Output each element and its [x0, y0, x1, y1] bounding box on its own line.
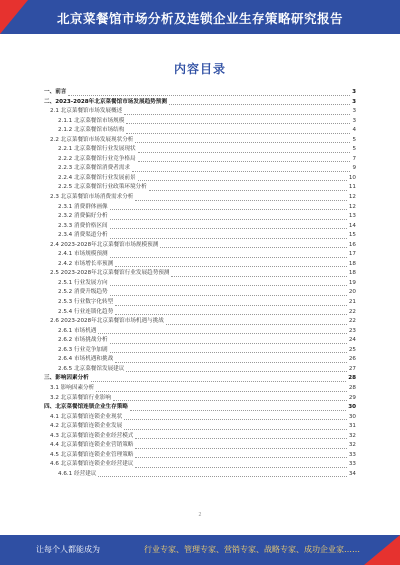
- toc-entry-title: 2.2.3 北京菜餐馆消费者需求: [58, 165, 130, 172]
- toc-entry-page: 21: [348, 299, 356, 306]
- toc-entry-title: 2.3.2 消费偏好分析: [58, 213, 108, 220]
- toc-entry-title: 四、北京菜餐馆连锁企业生存策略: [44, 404, 128, 411]
- toc-entry-title: 2.5.4 行业连锁化趋势: [58, 308, 114, 315]
- toc-entry-page: 5: [352, 136, 356, 143]
- footer-banner: [0, 535, 400, 565]
- toc-leader-dots: [138, 180, 347, 181]
- toc-entry[interactable]: [44, 260, 356, 270]
- toc-entry-title: 4.3 北京菜餐馆连锁企业经营模式: [50, 432, 134, 439]
- toc-leader-dots: [135, 457, 346, 458]
- toc-entry-title: 2.4.1 市场规模预测: [58, 251, 108, 258]
- toc-entry-title: 4.4 北京菜餐馆连锁企业营销策略: [50, 442, 134, 449]
- toc-entry-page: 28: [348, 375, 356, 382]
- toc-entry[interactable]: [44, 365, 356, 375]
- toc-entry-page: 30: [348, 413, 356, 420]
- toc-leader-dots: [115, 362, 347, 363]
- toc-leader-dots: [98, 476, 346, 477]
- toc-entry-page: 33: [348, 461, 356, 468]
- toc-entry[interactable]: [44, 88, 356, 98]
- toc-entry-page: 3: [352, 98, 356, 105]
- toc-entry-page: 32: [348, 432, 356, 439]
- toc-entry[interactable]: [44, 394, 356, 404]
- toc-entry[interactable]: [44, 422, 356, 432]
- toc-entry-page: 12: [348, 203, 356, 210]
- toc-entry-title: 2.6 2023-2028年北京菜餐馆市场机遇与挑战: [50, 318, 164, 325]
- toc-entry[interactable]: [44, 432, 356, 442]
- footer-accent-shape: [364, 535, 400, 565]
- toc-leader-dots: [138, 152, 351, 153]
- toc-entry-title: 2.6.1 市场机遇: [58, 327, 97, 334]
- toc-leader-dots: [96, 391, 347, 392]
- toc-entry[interactable]: [44, 288, 356, 298]
- toc-entry-page: 3: [352, 117, 356, 124]
- toc-entry-page: 29: [348, 394, 356, 401]
- toc-entry-page: 4: [352, 127, 356, 134]
- toc-entry-title: 2.1.1 北京菜餐馆市场规模: [58, 117, 125, 124]
- toc-entry-title: 2.5 2023-2028年北京菜餐馆行业发展趋势预测: [50, 270, 170, 277]
- toc-leader-dots: [115, 314, 347, 315]
- toc-entry[interactable]: [44, 384, 356, 394]
- toc-entry-title: 2.6.3 行业竞争加剧: [58, 346, 108, 353]
- toc-entry[interactable]: [44, 212, 356, 222]
- toc-entry-page: 25: [348, 346, 356, 353]
- toc-entry-page: 10: [348, 174, 356, 181]
- toc-entry[interactable]: [44, 441, 356, 451]
- toc-entry-title: 一、前言: [44, 89, 67, 95]
- toc-entry[interactable]: [44, 231, 356, 241]
- toc-entry[interactable]: [44, 336, 356, 346]
- toc-entry-title: 2.3.1 消费群体画像: [58, 203, 108, 210]
- toc-entry-title: 2.6.5 北京菜餐馆发展建议: [58, 365, 125, 372]
- toc-entry-page: 17: [348, 251, 356, 258]
- toc-entry[interactable]: [44, 164, 356, 174]
- toc-leader-dots: [171, 276, 346, 277]
- toc-entry[interactable]: [44, 355, 356, 365]
- toc-entry[interactable]: [44, 136, 356, 146]
- toc-entry-title: 2.3.3 消费价格区间: [58, 222, 108, 229]
- toc-entry-page: 20: [348, 289, 356, 296]
- toc-leader-dots: [110, 219, 347, 220]
- toc-leader-dots: [110, 343, 347, 344]
- toc-entry-title: 三、影响因素分析: [44, 375, 89, 382]
- toc-entry-page: 14: [348, 222, 356, 229]
- toc-entry-title: 2.4 2023-2028年北京菜餐馆市场规模预测: [50, 241, 159, 248]
- toc-entry-page: 33: [348, 451, 356, 458]
- toc-entry-page: 27: [348, 365, 356, 372]
- toc-entry-title: 4.6 北京菜餐馆连锁企业经营建议: [50, 461, 134, 468]
- header-banner: [0, 0, 400, 34]
- toc-entry-title: 3.2 北京菜餐馆行业影响: [50, 394, 112, 401]
- toc-leader-dots: [110, 295, 347, 296]
- toc-entry-title: 4.6.1 经营建议: [58, 470, 97, 477]
- footer-slogan: 让每个人都能成为: [36, 545, 100, 554]
- toc-entry-page: 18: [348, 260, 356, 267]
- toc-entry[interactable]: [44, 346, 356, 356]
- toc-entry-title: 2.6.4 市场机遇和挑战: [58, 356, 114, 363]
- toc-leader-dots: [124, 429, 347, 430]
- toc-entry-page: 11: [348, 184, 356, 191]
- toc-entry-page: 34: [348, 470, 356, 477]
- toc-entry-title: 2.2.1 北京菜餐馆行业发展现状: [58, 146, 136, 153]
- toc-entry[interactable]: [44, 460, 356, 470]
- toc-leader-dots: [98, 333, 346, 334]
- toc-entry[interactable]: [44, 98, 356, 108]
- toc-entry[interactable]: [44, 183, 356, 193]
- table-of-contents: [44, 88, 356, 513]
- toc-leader-dots: [110, 238, 347, 239]
- toc-entry[interactable]: [44, 241, 356, 251]
- toc-leader-dots: [68, 95, 350, 96]
- toc-entry[interactable]: [44, 174, 356, 184]
- toc-entry-title: 2.3.4 消费渠道分析: [58, 232, 108, 239]
- toc-entry-page: 9: [352, 165, 356, 172]
- toc-entry-title: 2.6.2 市场挑战分析: [58, 337, 108, 344]
- toc-entry-title: 2.1 北京菜餐馆市场发展概述: [50, 108, 123, 115]
- toc-entry-title: 4.5 北京菜餐馆连锁企业管理策略: [50, 451, 134, 458]
- toc-entry-page: 22: [348, 318, 356, 325]
- toc-entry-page: 3: [352, 89, 356, 95]
- toc-entry-page: 16: [348, 241, 356, 248]
- toc-leader-dots: [126, 123, 350, 124]
- toc-entry-page: 28: [348, 384, 356, 391]
- toc-entry-title: 2.5.1 行业发展方向: [58, 279, 108, 286]
- page-number: 2: [198, 512, 202, 518]
- toc-entry-page: 31: [348, 423, 356, 430]
- toc-entry[interactable]: [44, 193, 356, 203]
- toc-entry[interactable]: [44, 451, 356, 461]
- toc-leader-dots: [110, 228, 347, 229]
- toc-entry[interactable]: [44, 298, 356, 308]
- toc-leader-dots: [135, 448, 346, 449]
- toc-leader-dots: [149, 190, 347, 191]
- toc-entry[interactable]: [44, 145, 356, 155]
- toc-leader-dots: [124, 114, 350, 115]
- toc-entry-title: 2.2.4 北京菜餐馆行业发展前景: [58, 174, 136, 181]
- toc-entry-title: 二、2023-2028年北京菜餐馆市场发展趋势预测: [44, 98, 167, 105]
- toc-entry-page: 3: [352, 108, 356, 115]
- toc-leader-dots: [110, 257, 347, 258]
- toc-entry[interactable]: [44, 327, 356, 337]
- toc-entry-title: 2.1.2 北京菜餐馆市场结构: [58, 127, 125, 134]
- toc-entry-page: 23: [348, 327, 356, 334]
- toc-entry[interactable]: [44, 250, 356, 260]
- toc-entry[interactable]: [44, 155, 356, 165]
- toc-leader-dots: [126, 371, 347, 372]
- toc-entry-page: 24: [348, 337, 356, 344]
- toc-entry-title: 4.2 北京菜餐馆连锁企业发展: [50, 423, 123, 430]
- toc-entry-title: 2.5.2 消费升级趋势: [58, 289, 108, 296]
- toc-leader-dots: [160, 247, 347, 248]
- toc-entry-page: 12: [348, 194, 356, 201]
- toc-entry-page: 32: [348, 442, 356, 449]
- toc-entry[interactable]: [44, 374, 356, 384]
- toc-leader-dots: [126, 133, 350, 134]
- toc-entry-page: 30: [348, 404, 356, 411]
- toc-leader-dots: [138, 161, 351, 162]
- toc-entry[interactable]: [44, 317, 356, 327]
- toc-leader-dots: [113, 400, 347, 401]
- toc-leader-dots: [169, 104, 350, 105]
- toc-leader-dots: [135, 142, 350, 143]
- toc-leader-dots: [135, 438, 346, 439]
- toc-leader-dots: [135, 200, 346, 201]
- toc-leader-dots: [124, 419, 347, 420]
- toc-entry-page: 19: [348, 279, 356, 286]
- toc-entry-page: 18: [348, 270, 356, 277]
- toc-entry[interactable]: [44, 470, 356, 480]
- toc-leader-dots: [130, 410, 346, 411]
- toc-entry-page: 26: [348, 356, 356, 363]
- toc-entry-page: 5: [352, 146, 356, 153]
- footer-tagline: 行业专家、管理专家、营销专家、战略专家、成功企业家……: [144, 545, 360, 554]
- toc-entry[interactable]: [44, 308, 356, 318]
- toc-entry-page: 7: [352, 155, 356, 162]
- report-title: 北京菜餐馆市场分析及连锁企业生存策略研究报告: [56, 11, 343, 26]
- toc-entry-title: 2.2.5 北京菜餐馆行业政策环境分析: [58, 184, 147, 191]
- toc-entry[interactable]: [44, 107, 356, 117]
- toc-entry[interactable]: [44, 403, 356, 413]
- toc-entry[interactable]: [44, 117, 356, 127]
- toc-entry-title: 3.1 影响因素分析: [50, 384, 95, 391]
- toc-heading: 内容目录: [173, 62, 226, 76]
- toc-entry-title: 2.2.2 北京菜餐馆行业竞争格局: [58, 155, 136, 162]
- toc-leader-dots: [132, 171, 350, 172]
- toc-leader-dots: [91, 381, 346, 382]
- toc-leader-dots: [115, 266, 347, 267]
- toc-entry-page: 22: [348, 308, 356, 315]
- toc-entry[interactable]: [44, 269, 356, 279]
- toc-leader-dots: [135, 467, 346, 468]
- toc-leader-dots: [110, 209, 347, 210]
- toc-entry[interactable]: [44, 413, 356, 423]
- toc-entry-title: 2.2 北京菜餐馆市场发展现状分析: [50, 136, 134, 143]
- toc-leader-dots: [110, 285, 347, 286]
- toc-entry[interactable]: [44, 279, 356, 289]
- toc-leader-dots: [110, 352, 347, 353]
- toc-leader-dots: [166, 324, 347, 325]
- toc-entry-title: 2.5.3 行业数字化转型: [58, 299, 114, 306]
- toc-entry[interactable]: [44, 203, 356, 213]
- toc-entry-title: 4.1 北京菜餐馆连锁企业现状: [50, 413, 123, 420]
- toc-leader-dots: [115, 305, 347, 306]
- toc-entry-title: 2.3 北京菜餐馆市场消费需求分析: [50, 194, 134, 201]
- toc-entry-page: 13: [348, 213, 356, 220]
- toc-entry-page: 15: [348, 232, 356, 239]
- toc-entry[interactable]: [44, 222, 356, 232]
- toc-entry-title: 2.4.2 市场增长率预测: [58, 260, 114, 267]
- toc-entry[interactable]: [44, 126, 356, 136]
